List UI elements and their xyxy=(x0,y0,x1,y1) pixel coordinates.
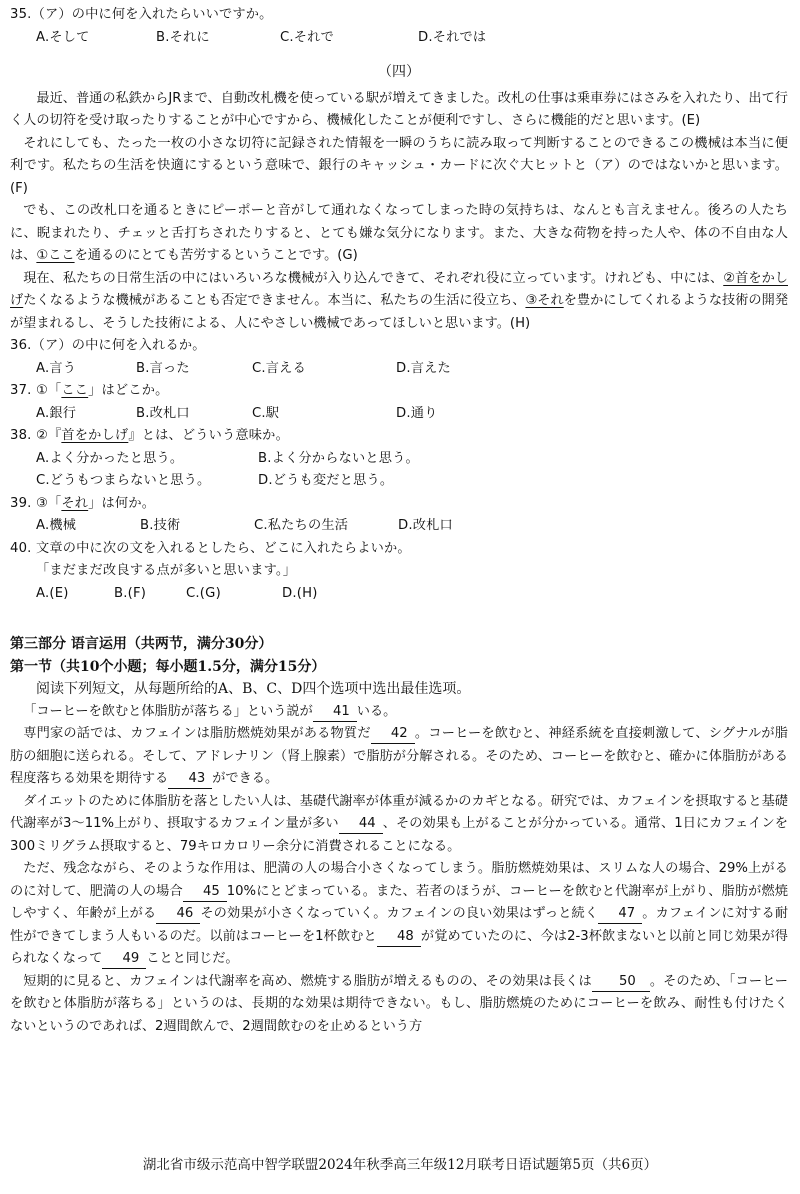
passage-paragraph-1: 最近、普通の私鉄からJRまで、自動改札機を使っている駅が増えてきました。改札の仕事は乗車券にはさみを入れたり、出て行く人の切符を受け取ったりすることが中心ですから、機械化したことが便利ですし、さらに機能的だと思います。(E) xyxy=(10,90,788,128)
option-d: D.どうも変だと思う。 xyxy=(258,473,394,488)
question-37-options xyxy=(10,403,788,426)
underlined-koko: ①ここ xyxy=(36,248,75,263)
option-d: D.改札口 xyxy=(398,518,453,533)
cloze-paragraph-4: ただ、残念ながら、そのような作用は、肥満の人の場合小さくなってしまう。脂肪燃焼効果は、スリムな人の場合、29%上がるのに対して、肥満の人の場合 45 10%にとどまっている。また、若者のほうが、コーヒーを飲むと代謝率が上がり、脂肪が燃焼しやすく、年齢が上がる 46 その効果が小さくなっていく。カフェインの良い効果はずっと続く 47 。カフェインに対する耐性ができてしまう人もいるのだ。以前はコーヒーを1杯飲むと 48 が覚めていたのに、今は2-3杯飲まないと以前と同じ効果が得られなくなって 49 ことと同じだ。 xyxy=(10,858,788,971)
option-d: D.それでは xyxy=(418,29,487,45)
blank-47: 47 xyxy=(598,905,642,924)
option-c: C.(G) xyxy=(186,585,221,601)
option-c: C.私たちの生活 xyxy=(254,518,349,533)
question-39-options xyxy=(10,515,788,538)
option-c: C.駅 xyxy=(252,405,280,421)
option-c: C.どうもつまらないと思う。 xyxy=(36,473,211,488)
blank-46: 46 xyxy=(156,905,200,924)
option-a: A.言う xyxy=(36,360,77,376)
option-b: B.技術 xyxy=(140,518,181,533)
blank-41: 41 xyxy=(313,703,357,722)
option-b: B.(F) xyxy=(114,585,147,601)
question-38-stem: 38. ②『首をかしげ』とは、どういう意味か。 xyxy=(10,428,289,443)
blank-45: 45 xyxy=(183,883,227,902)
option-d: D.(H) xyxy=(282,585,318,601)
cloze-paragraph-5: 短期的に見ると、カフェインは代謝率を高め、燃焼する脂肪が増えるものの、その効果は長くは 50 。そのため、「コーヒーを飲むと体脂肪が落ちる」というのは、長期的な効果は期待できない。もし、脂肪燃焼のためにコーヒーを飲み、耐性も付けたくないというのであれば、2週間飲んで、2週間飲むのを止めるという方 xyxy=(10,973,788,1034)
blank-44: 44 xyxy=(339,815,383,834)
option-a: A.(E) xyxy=(36,585,69,601)
option-a: A.よく分かったと思う。 xyxy=(36,450,184,466)
question-37-stem: 37. ①「ここ」はどこか。 xyxy=(10,383,169,398)
question-35-options xyxy=(10,27,788,50)
blank-50: 50 xyxy=(592,973,650,992)
instructions: 阅读下列短文，从每题所给的A、B、C、D四个选项中选出最佳选项。 xyxy=(36,681,471,697)
passage-paragraph-4: 現在、私たちの日常生活の中にはいろいろな機械が入り込んできて、それぞれ役に立っています。けれども、中には、②首をかしげたくなるような機械があることも否定できません。本当に、私たちの生活に役立ち、③それを豊かにしてくれるような技術の開発が望まれるし、そうした技術による、人にやさしい機械であってほしいと思います。(H) xyxy=(10,270,789,331)
question-38-options-row1 xyxy=(10,448,788,471)
question-35-stem: 35.（ア）の中に何を入れたらいいですか。 xyxy=(10,7,273,22)
cloze-paragraph-2: 専門家の話では、カフェインは脂肪燃焼効果がある物質だ 42 。コーヒーを飲むと、神経系統を直接刺激して、シグナルが脂肪の細胞に送られる。そして、アドレナリン（肾上腺素）で脂肪が分解される。そのため、コーヒーを飲むと、確かに体脂肪がある程度落ちる効果を期待する 43 ができる。 xyxy=(10,723,788,791)
option-c: C.言える xyxy=(252,360,306,376)
question-39-stem: 39. ③「それ」は何か。 xyxy=(10,495,156,511)
option-b: B.それに xyxy=(156,29,210,45)
question-40-stem: 40. 文章の中に次の文を入れるとしたら、どこに入れたらよいか。 xyxy=(10,540,411,556)
question-38-options-row2 xyxy=(10,470,788,493)
option-b: B.改札口 xyxy=(136,405,190,421)
page-footer: 湖北省市级示范高中智学联盟2024年秋季高三年级12月联考日语试题第5页（共6页） xyxy=(142,1156,658,1173)
option-d: D.通り xyxy=(396,405,438,421)
passage-paragraph-3: でも、この改札口を通るときにピーポーと音がして通れなくなってしまった時の気持ちは、なんとも言えません。後ろの人たちに、睨まれたり、チェッと舌打ちされたりすると、とても嫌な気分になります。また、大きな荷物を持った人や、体の不自由な人は、①ここを通るのにとても苦労するということです。(G) xyxy=(10,203,788,263)
option-c: C.それで xyxy=(280,29,334,45)
passage-paragraph-2: それにしても、たった一枚の小さな切符に記録された情報を一瞬のうちに読み取って判断することのできるこの機械は本当に便利です。私たちの生活を快適にするという意味で、銀行のキャッシュ・カードに次ぐ大ヒットと（ア）のではないかと思います。(F) xyxy=(10,135,788,196)
part-3-title: 第三部分 语言运用（共两节，满分30分） xyxy=(10,636,273,652)
blank-43: 43 xyxy=(168,770,212,789)
blank-48: 48 xyxy=(377,928,421,947)
question-40-quote: 「まだまだ改良する点が多いと思います。」 xyxy=(36,563,297,578)
option-b: B.よく分からないと思う。 xyxy=(258,450,419,466)
option-a: A.銀行 xyxy=(36,405,77,421)
section-heading: （四） xyxy=(378,64,420,80)
option-d: D.言えた xyxy=(396,360,451,376)
blank-49: 49 xyxy=(102,950,146,969)
exam-page xyxy=(10,4,788,1038)
cloze-paragraph-3: ダイエットのために体脂肪を落としたい人は、基礎代謝率が体重が減るかのカギとなる。研究では、カフェインを摂取すると基礎代謝率が3～11%上がり、摂取するカフェイン量が多い 44 、その効果も上がることが分かっている。通常、1日にカフェインを300ミリグラム摂取すると、79キロカロリー余分に消費されることになる。 xyxy=(10,793,788,854)
blank-42: 42 xyxy=(371,725,415,744)
option-a: A.そして xyxy=(36,29,90,45)
option-a: A.機械 xyxy=(36,518,77,533)
cloze-line-1: 「コーヒーを飲むと体脂肪が落ちる」という説が 41 いる。 xyxy=(10,701,788,724)
question-36-options xyxy=(10,358,788,381)
underlined-kubi: ②首をかしげ xyxy=(10,270,788,308)
question-40-options xyxy=(10,583,788,606)
underlined-sore: ③それ xyxy=(525,293,564,308)
question-36-stem: 36.（ア）の中に何を入れるか。 xyxy=(10,338,206,353)
option-b: B.言った xyxy=(136,360,190,376)
section-1-title: 第一节（共10个小题；每小题1.5分，满分15分） xyxy=(10,658,326,675)
